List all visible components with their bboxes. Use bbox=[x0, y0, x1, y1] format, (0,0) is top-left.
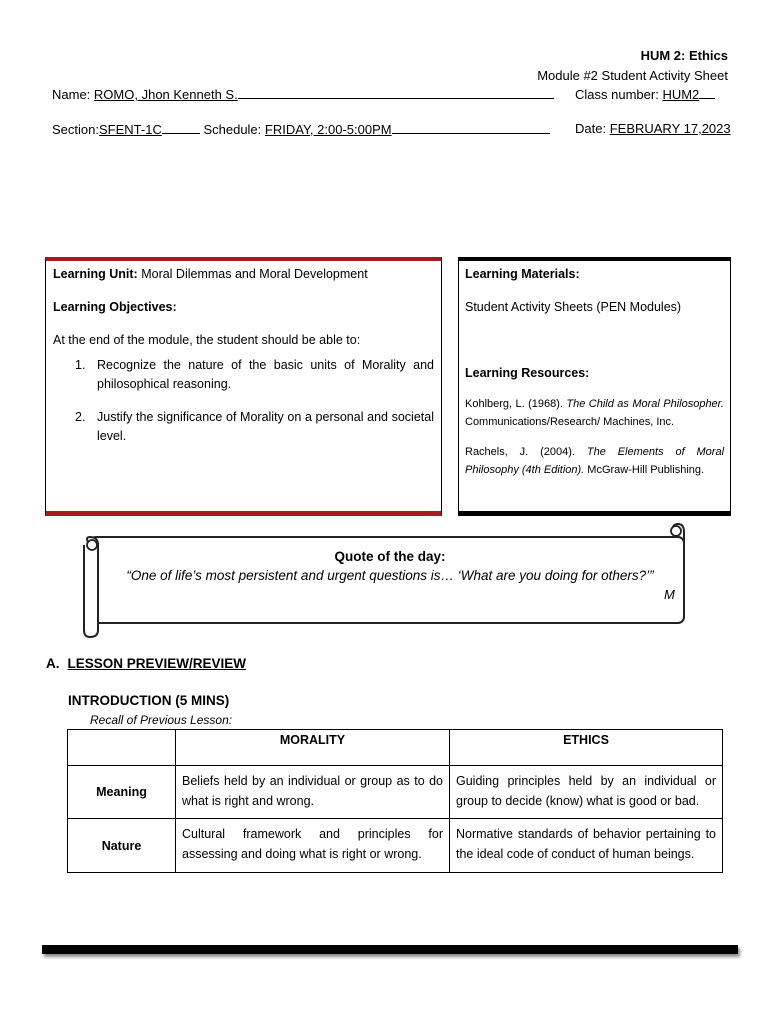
schedule-value: FRIDAY, 2:00-5:00PM bbox=[264, 122, 392, 137]
objective-item bbox=[75, 356, 434, 394]
objective-number: 1. bbox=[75, 358, 86, 372]
resource-publisher: McGraw-Hill Publishing. bbox=[587, 464, 705, 476]
materials-heading bbox=[465, 265, 724, 284]
name-value: ROMO, Jhon Kenneth S. bbox=[93, 87, 238, 102]
comparison-table bbox=[67, 729, 723, 873]
recall-label: Recall of Previous Lesson: bbox=[90, 713, 233, 727]
name-row bbox=[52, 85, 554, 104]
learning-unit-label: Learning Unit: bbox=[53, 267, 138, 281]
resource-citation bbox=[465, 443, 724, 479]
section-row bbox=[52, 120, 550, 139]
date-label: Date: bbox=[575, 121, 607, 136]
learning-unit-value: Moral Dilemmas and Moral Development bbox=[141, 267, 368, 281]
section-label: Section: bbox=[52, 122, 99, 137]
resource-publisher: Communications/Research/ Machines, Inc. bbox=[465, 416, 675, 428]
quote-text: “One of life’s most persistent and urgent questions is… ‘What are you doing for others?’” bbox=[126, 568, 654, 583]
table-header-empty bbox=[68, 730, 176, 766]
module-title: Module #2 Student Activity Sheet bbox=[537, 68, 728, 83]
table-header-ethics: ETHICS bbox=[450, 730, 723, 766]
class-number-value: HUM2 bbox=[662, 87, 700, 102]
footer-bar bbox=[42, 945, 738, 954]
resource-title: The Elements of Moral Philosophy (4th Edition). bbox=[465, 446, 725, 476]
intro-heading: INTRODUCTION (5 MINS) bbox=[68, 693, 230, 708]
table-row bbox=[68, 766, 723, 819]
schedule-label: Schedule: bbox=[203, 122, 262, 137]
learning-box-right bbox=[458, 257, 731, 516]
resource-citation bbox=[465, 395, 724, 431]
name-label: Name: bbox=[52, 87, 91, 102]
learning-box-left bbox=[45, 257, 442, 516]
resource-author: Kohlberg, L. (1968). bbox=[465, 398, 563, 410]
row-label: Nature bbox=[68, 819, 176, 873]
date-row bbox=[575, 120, 731, 138]
row-label: Meaning bbox=[68, 766, 176, 819]
section-fill-line bbox=[162, 120, 200, 134]
resources-label: Learning Resources: bbox=[465, 366, 590, 380]
quote-author: M bbox=[664, 587, 675, 602]
ethics-cell: Guiding principles held by an individual or group to decide (know) what is good or bad. bbox=[450, 766, 723, 819]
resource-title: The Child as Moral Philosopher. bbox=[566, 398, 724, 410]
class-number-row bbox=[575, 85, 715, 104]
objective-text: Justify the significance of Morality on a personal and societal level. bbox=[97, 410, 434, 443]
table-header-row bbox=[68, 730, 723, 766]
section-letter: A. bbox=[46, 656, 60, 671]
morality-cell: Cultural framework and principles for assessing and doing what is right or wrong. bbox=[176, 819, 450, 873]
resources-heading bbox=[465, 364, 724, 383]
name-fill-line bbox=[238, 85, 554, 99]
class-number-fill-line bbox=[699, 85, 715, 99]
table-row bbox=[68, 819, 723, 873]
date-value: FEBRUARY 17,2023 bbox=[609, 121, 731, 136]
table-header-morality: MORALITY bbox=[176, 730, 450, 766]
objective-number: 2. bbox=[75, 410, 86, 424]
morality-cell: Beliefs held by an individual or group as to do what is right and wrong. bbox=[176, 766, 450, 819]
objectives-list bbox=[53, 356, 434, 446]
objectives-heading bbox=[53, 298, 434, 317]
section-value: SFENT-1C bbox=[98, 122, 162, 137]
materials-label: Learning Materials: bbox=[465, 267, 580, 281]
schedule-fill-line bbox=[392, 120, 550, 134]
objective-item bbox=[75, 408, 434, 446]
objective-text: Recognize the nature of the basic units of Morality and philosophical reasoning. bbox=[97, 358, 434, 391]
section-title: LESSON PREVIEW/REVIEW bbox=[67, 656, 247, 671]
ethics-cell: Normative standards of behavior pertaining to the ideal code of conduct of human beings. bbox=[450, 819, 723, 873]
objectives-intro: At the end of the module, the student should be able to: bbox=[53, 333, 361, 347]
quote-title: Quote of the day: bbox=[334, 549, 446, 564]
objectives-label: Learning Objectives: bbox=[53, 300, 177, 314]
course-title: HUM 2: Ethics bbox=[640, 48, 728, 63]
class-number-label: Class number: bbox=[575, 87, 659, 102]
materials-value: Student Activity Sheets (PEN Modules) bbox=[465, 300, 682, 314]
section-a-heading bbox=[46, 656, 246, 671]
resource-author: Rachels, J. (2004). bbox=[465, 446, 575, 458]
learning-unit bbox=[53, 265, 434, 284]
